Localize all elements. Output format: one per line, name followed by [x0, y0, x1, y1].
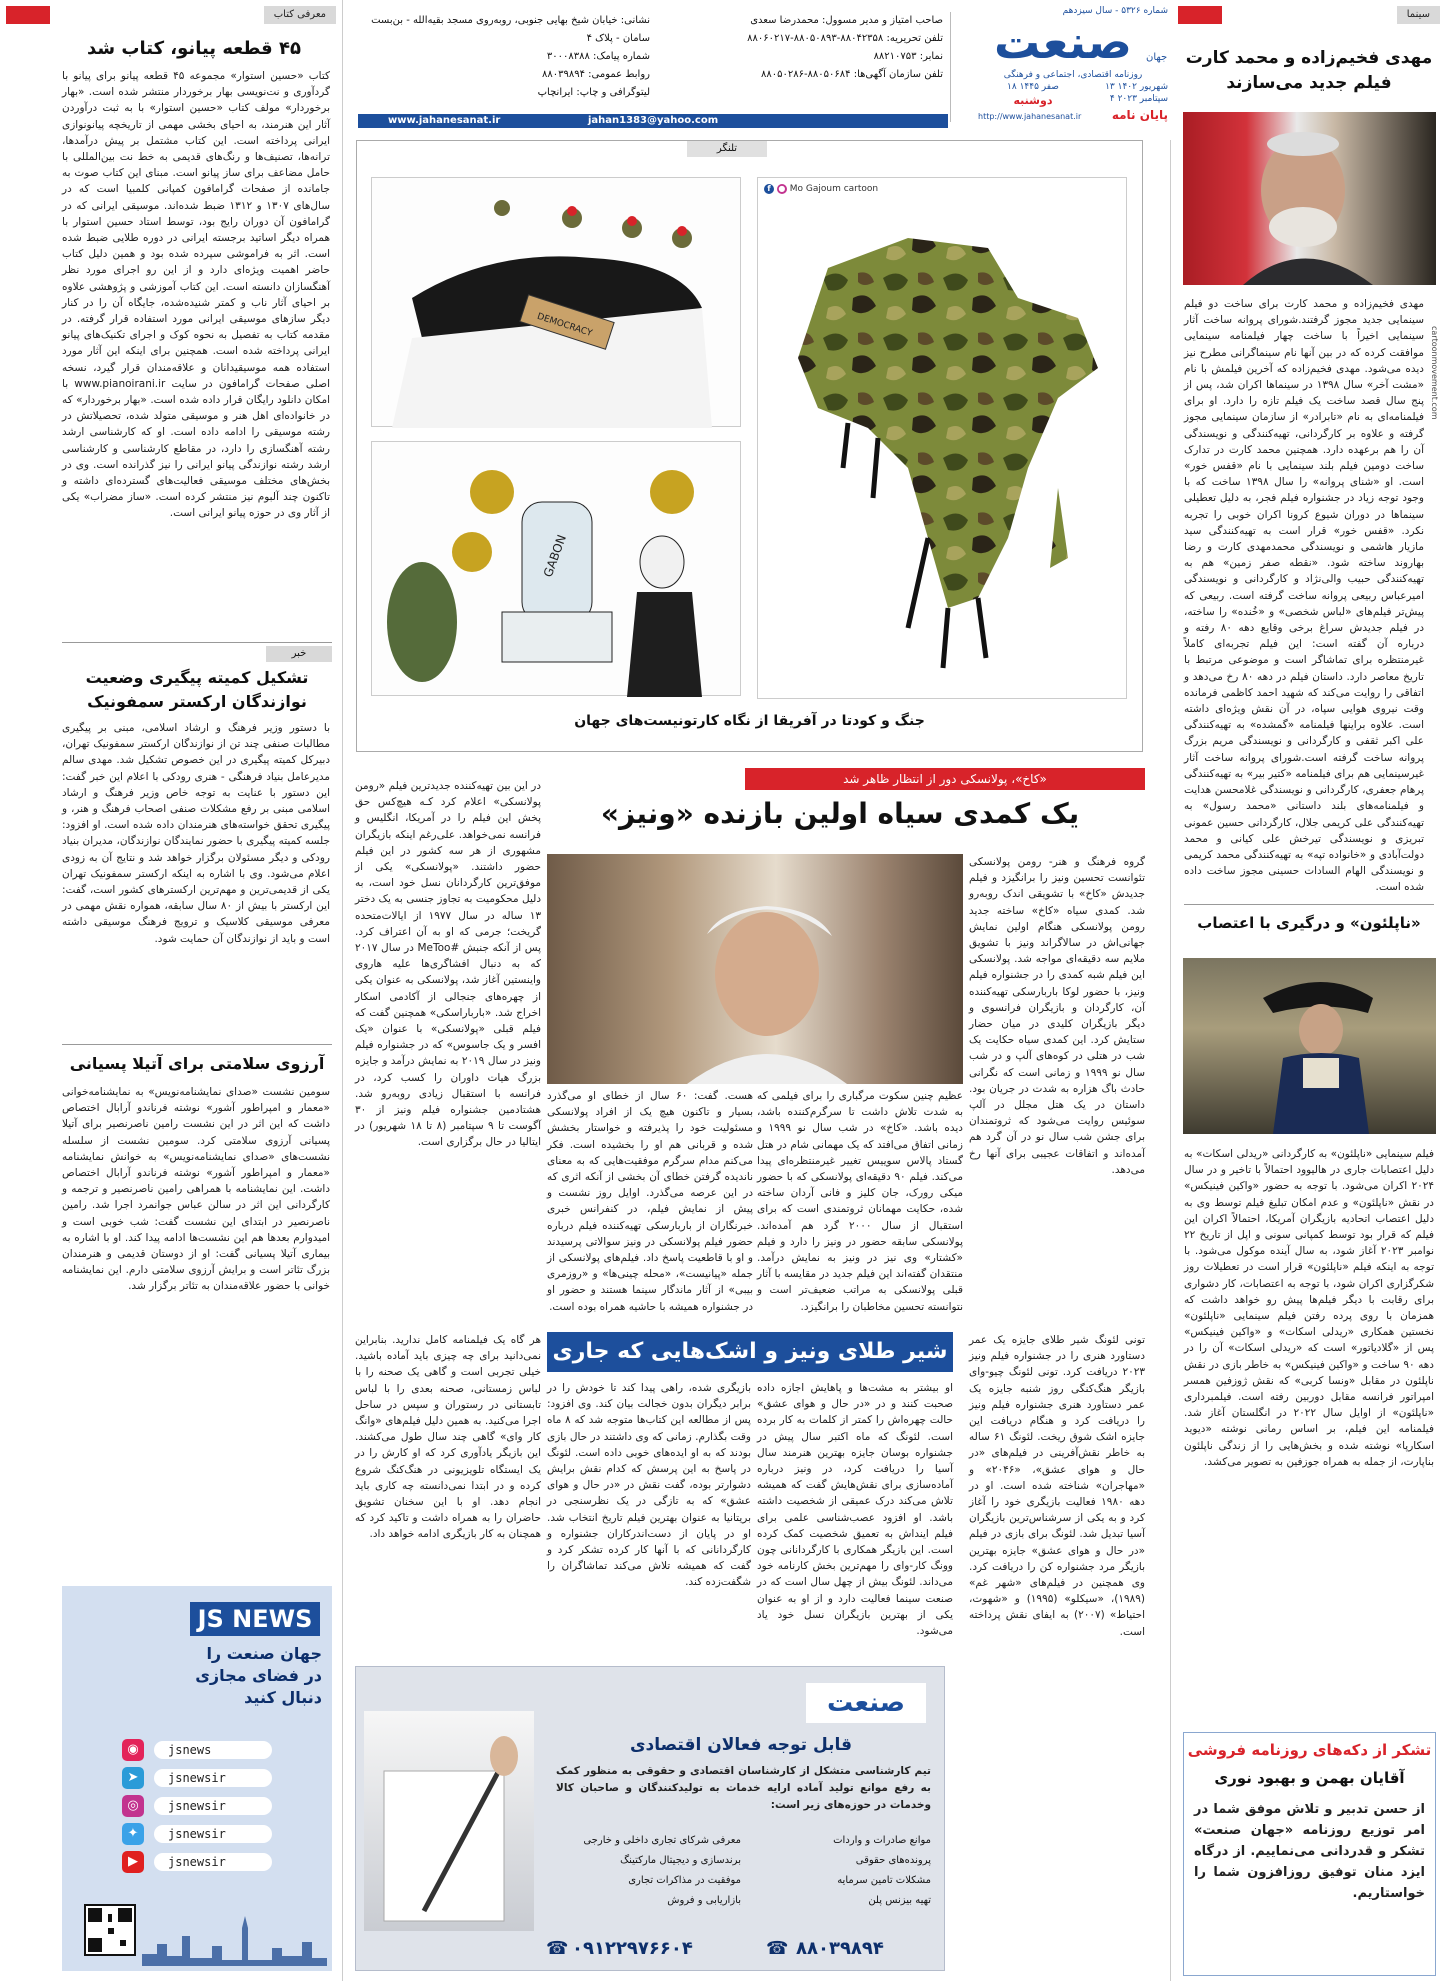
info-line: شماره پیامک: ۳۰۰۰۸۳۸۸ — [546, 51, 650, 62]
advert-services-right — [746, 1831, 931, 1911]
phone-icon: ☎ — [766, 1938, 789, 1959]
chair-label: GABON — [540, 532, 570, 580]
twitter-icon: ✦ — [122, 1823, 144, 1845]
advert-image — [364, 1711, 534, 1931]
advert-phone-1[interactable]: ۰۹۱۲۲۹۷۶۶۰۴ — [572, 1938, 693, 1959]
logo-block — [958, 6, 1168, 126]
venice-col1: تونی لئونگ شیر طلای جایزه یک عمر دستاورد هنری را در جشنواره فیلم ونیز ۲۰۲۳ دریافت کرد. تونی لئونگ چیو-وای بازیگر هنگ‌کنگی روز شنبه جایزه یک عمر دستاورد هنری جشنواره فیلم ونیز را دریافت کرد و هنگام دریافت این جایزه اشک شوق ریخت. لئونگ ۶۱ ساله به خاطر نقش‌آفرینی در فیلم‌های «در حال و هوای عشق»، «۲۰۴۶» و «مهاجران» شناخته شده است. او در دهه ۱۹۸۰ فعالیت بازیگری خود را آغاز کرد و به یکی از سرشناس‌ترین بازیگران آسیا تبدیل شد. لئونگ برای بازی در فیلم «در حال و هوای عشق» جایزه بهترین بازیگر مرد جشنواره کن را دریافت کرد. وی همچنین در فیلم‌های «شهر غم» (۱۹۸۹)، «سیکلو» (۱۹۹۵) و «شهوت، احتیاط» (۲۰۰۷) به ایفای نقش پرداخته است. — [969, 1334, 1145, 1638]
left-column — [6, 6, 336, 1976]
jsnews-line3: دنبال کنید — [244, 1688, 322, 1707]
section-tag-marker — [1178, 6, 1222, 24]
main-article — [355, 768, 1145, 1328]
phone-icon: ☎ — [546, 1938, 569, 1959]
book-body: کتاب «حسین استوار» مجموعه ۴۵ قطعه پیانو برای پیانو با گردآوری و نت‌نویسی بهار برخوردار منتشر شده است. «بهار برخوردار» مولف کتاب «حسین استوار» با به ثبت درآوردن آثار این هنرمند، به احیای بخشی مهمی از تاریخچه پیانونوازی ایرانی پرداخته است. این کتاب مشتمل بر پیش درآمدها، ترانه‌ها، تصنیف‌ها و رنگ‌های قدیمی به خط نت بین‌المللی با حامل مضاعف برای ساز پیانو است. مبنای این کتاب صوت به جامانده از صفحات گرامافون کمپانی کلمبیا است که در سال‌های ۱۳۰۷ و ۱۳۱۲ ضبط شده‌اند. موسیقی ایرانی که در گرامافون آن دوران رایج بود، توسط استاد حسین استوار با همراه دیگر اساتید برجسته ایرانی در دوره طلایی ضبط شده است. اثر به فراموشی سپرده شده بود و همین دلیل کتاب حاضر اهمیت ویژه‌ای دارد و از این رو اجرای مورد نظر آهنگسازان دانسته است. این کتاب آموزشی و پژوهشی علاوه بر احیای آثار ناب و کمتر شنیده‌شده، جایگاه آن را در کنار دیگر سازهای موسیقی ایرانی مورد استفاده قرار گرفته. در مقدمه کتاب به تفصیل به نحوه کوک و اجرای تکنیک‌های پیانو ایرانی پرداخته شده است. همچنین برای اینکه این آثار مورد استفاده همه موسیقیدانان و علاقه‌مندان قرار گیرد، نسخه اصلی صفحات گرامافون در سایت www.pianoirani.ir با امکان دانلود رایگان قرار داده شده است. «بهار برخوردار» که در خانواده‌ای اهل هنر و موسیقی متولد شده، تحصیلاتش در رشته موسیقی را ادامه داده است. او که کارشناسی ارشد رشته آهنگسازی را دارد، در مقاطع کارشناسی و کارشناسی ارشد رشته نوازندگی پیانو ایرانی را نیز گذرانده است. وی در بخش‌های مختلف موسیقی فعالیت‌های گسترده‌ای داشته و تاکنون چند آلبوم نیز منتشر کرده است. «ساز مضراب» یکی از آثار وی در حوزه پیانو ایرانی است. — [62, 70, 330, 520]
cartoon-caption: جنگ و کودتا در آفریقا از نگاه کارتونیست‌های جهان — [574, 713, 925, 729]
cartoon-section — [356, 140, 1143, 752]
website-bar-text[interactable]: www.jahanesanat.ir — [388, 115, 501, 126]
info-line: روابط عمومی: ۸۸۰۳۹۸۹۴ — [541, 69, 650, 80]
issue-line: شماره ۵۳۲۶ - سال سیزدهم — [1062, 6, 1168, 16]
email-bar-text[interactable]: jahan1383@yahoo.com — [588, 115, 719, 126]
jsnews-brand: JS NEWS — [197, 1605, 313, 1633]
info-line: نمابر: ۸۸۲۱۰۷۵۳ — [873, 51, 943, 62]
atila-headline: آرزوی سلامتی برای آتیلا پسیانی — [69, 1054, 325, 1073]
advert-phone-2[interactable]: ۸۸۰۳۹۸۹۴ — [796, 1938, 884, 1959]
section-tag-marker — [6, 6, 50, 24]
service-item: موانع صادرات و واردات — [833, 1835, 931, 1846]
telegram-icon: ➤ — [122, 1767, 144, 1789]
napoleon-headline: «ناپلئون» و درگیری با اعتصاب — [1197, 914, 1421, 932]
social-handle: jsnews — [154, 1741, 272, 1759]
social-handle: jsnewsir — [154, 1825, 272, 1843]
web-bar — [358, 114, 948, 128]
weekday: دوشنبه — [1013, 94, 1053, 107]
article-col4: در این بین تهیه‌کننده جدیدترین فیلم «رومن پولانسکی» اعلام کرد کـه هیچ‌کس حق پخش این فیلم را در آمریکا، انگلیس و فرانسه نمی‌خواهد. علی‌رغم اینکه بازیگران مشهوری از هر سه کشور در این فیلم حضور داشتند. «پولانسکی» یکی از موفق‌ترین کارگردانان نسل خود است، به دلیل محکومیت به تجاوز جنسی به یک دختر ۱۳ ساله در سال ۱۹۷۷ از ایالات‌متحده گریخت؛ جرمی که او به آن اعتراف کرد. پس از آنکه جنبش #MeToo در سال ۲۰۱۷ که به دنبال افشاگری‌ها علیه هاروی واینستین آغاز شد، پولانسکی به عنوان یکی از چهره‌های جنجالی از آکادمی اسکار اخراج شد. «بارباراسکی» همچنین گفت که فیلم قبلی «پولانسکی» با عنوان «یک افسر و یک جاسوس» که در جشنواره فیلم ونیز در سال ۲۰۱۹ به نمایش درآمد و جایزه بزرگ هیات داوران را کسب کرد، در فرانسه با استقبال زیادی روبه‌رو شد. هشتادمین جشنواره فیلم ونیز از ۳۰ آگوست تا ۹ سپتامبر (۸ تا ۱۸ شهریور) در ایتالیا در حال برگزاری است. — [355, 780, 541, 1149]
article-headline: یک کمدی سیاه اولین بازنده «ونیز» — [600, 797, 1080, 830]
info-line: صاحب امتیاز و مدیر مسوول: محمدرضا سعدی — [750, 15, 943, 26]
facebook-icon: f — [764, 184, 774, 194]
thanks-body: از حسن تدبیر و تلاش موفق شما در امر توزیع روزنامه «جهان صنعت» تشکر و قدردانی می‌نماییم. از درگاه ایزد منان توفیق روزافزون شما را خواستاریم. — [1194, 1802, 1425, 1901]
venice-headline: شیر طلای ونیز و اشک‌هایی که جاری شد — [552, 1339, 948, 1396]
date-line3: ۴ سپتامبر ۲۰۲۳ — [1109, 94, 1168, 104]
logo-sub: جهان — [1146, 52, 1168, 63]
info-block-1 — [658, 12, 943, 112]
social-handle: jsnewsir — [154, 1853, 272, 1871]
cinema-headline: مهدی فخیم‌زاده و محمد کارت فیلم جدید می‌سازند — [1185, 48, 1433, 93]
social-row[interactable] — [102, 1820, 292, 1848]
advert-services-left — [551, 1831, 741, 1911]
portrait-photo-fakhimzadeh — [1183, 112, 1436, 285]
info-line: لیتوگرافی و چاپ: ایرانچاپ — [537, 87, 650, 98]
service-item: برندسازی و دیجیتال مارکتینگ — [620, 1855, 741, 1866]
instagram-icon: ◎ — [122, 1795, 144, 1817]
polanski-photo — [547, 854, 963, 1084]
social-row[interactable] — [102, 1792, 292, 1820]
committee-body: با دستور وزیر فرهنگ و ارشاد اسلامی، مبنی بر پیگیری مطالبات صنفی چند تن از نوازندگان ارکستر سمفونیک تهران، دبیرکل کمیته پیگیری در این خصوص تشکیل شد. مهدی سالم مدیرعامل بنیاد فرهنگی - هنری رودکی با اعلام این خبر گفت: این دستور با عنایت به توجه خاص وزیر فرهنگ و ارشاد اسلامی مبنی بر رفع مشکلات صنفی اصحاب فرهنگ و هنر، و پیگیری تحقق خواسته‌های هنرمندان داده شده است. او افزود: جلسه کمیته پیگیری با حضور نمایندگان نوازندگان، مدیران بنیاد رودکی و دیگر مسئولان برگزار خواهد شد و نتایج آن به زودی اعلام می‌شود. وی با اشاره به اینکه ارکستر سمفونیک تهران یکی از قدیمی‌ترین و مهم‌ترین ارکسترهای کشور است، گفت: این ارکستر با بیش از ۸۰ سال سابقه، همواره نقش مهمی در معرفی موسیقی کلاسیک و ترویج فرهنگ موسیقی داشته است و باید از نوازندگان آن حمایت شود. — [62, 722, 330, 945]
info-line: تلفن تحریریه: ۸۸۰۴۲۳۵۸-۸۸۰۵۰۸۹۳-۸۸۰۶۰۲۱۷ — [747, 33, 943, 44]
city-skyline-icon — [142, 1916, 327, 1966]
instagram-icon: ● — [778, 184, 786, 193]
venice-article — [355, 1332, 1145, 1662]
service-item: تهیه بیزنس پلن — [868, 1895, 931, 1906]
info-line: نشانی: خیابان شیخ بهایی جنوبی، روبه‌روی مسجد بقیه‌الله - بن‌بست سامان - پلاک ۴ — [371, 15, 650, 44]
thanks-box — [1183, 1732, 1436, 1976]
venice-col3: بازیگری شده، راهی پیدا کند تا خودش را در برابر دیگران بدون خجالت بیان کند. وی افزود: پس از مطالعه این کتاب‌ها متوجه شد که ۸ ماه وقت بگذارم. زمانی که وی داشتند در حال بازی بودند که به او ایده‌های خوبی داده است. لئونگ در پاسخ به این پرسش که کدام نقش برایش دشوارتر بوده، گفت نقش در «در حال و هوای عشق» که به تازگی در یک نظرسنجی در بریتانیا به عنوان بهترین فیلم تاریخ انتخاب شد. او در پایان از دست‌اندرکاران جشنواره و کارگردانانی که با آنها کار کرده تشکر کرد و گفت که همیشه تلاش می‌کند تماشاگران را شگفت‌زده کند. — [547, 1382, 751, 1589]
gabon-cartoon — [371, 441, 741, 696]
venice-col2: او بیشتر به مشت‌ها و پاهایش اجازه داده صحبت کنند و در «در حال و هوای عشق» حالت چهره‌اش را کمتر از کلمات به کار برده است. لئونگ که ماه اکتبر سال پیش در جشنواره بوسان جایزه بهترین هنرمند سال آسیا را دریافت کرد، در ونیز درباره آماده‌سازی برای نقش‌هایش گفت که همیشه تلاش می‌کند درک عمیقی از شخصیت داشته باشد. او افزود عصب‌شناسی علمی برای فیلم اینداش به تعمیق شخصیت کمک کرده است. این بازیگر همکاری با کارگردانانی چون وونگ کار-وای را مهم‌ترین بخش کارنامه خود می‌داند. لئونگ بیش از چهل سال است که در صنعت سینما فعالیت دارد و از او به عنوان یکی از بهترین بازیگران نسل خود یاد می‌شود. — [757, 1382, 953, 1638]
coffin-label: DEMOCRACY — [535, 311, 594, 339]
info-block-2 — [358, 12, 650, 112]
africa-map-icon — [758, 208, 1128, 688]
napoleon-body: فیلم سینمایی «ناپلئون» به کارگردانی «ریدلی اسکات» به دلیل اعتصابات جاری در هالیوود احتمالاً با تاخیر و در سال ۲۰۲۴ اکران می‌شود. با توجه به حضور «واکین فینیکس» در نقش «ناپلئون» و عدم امکان تبلیغ فیلم توسط وی به دلیل اعتصاب اتحادیه بازیگران آمریکا، احتمالاً اکران این فیلم که قرار بود توسط کمپانی سونی و اپل از تاریخ ۲۲ نوامبر ۲۰۲۳ آغاز شود، به سال آینده موکول می‌شود. با توجه به اینکه فیلم «ناپلئون» قرار است در تعطیلات روز شکرگزاری اکران شود، با توجه به اعتصابات، کار دشواری برای رقابت با دیگر فیلم‌ها پیش رو خواهد داشت که همزمان با روی پرده رفتن فیلم سینمایی «ناپلئون» نخستین همکاری «ریدلی اسکات» و «واکین فینیکس» پس از «گلادیاتور» است که «ریدلی اسکات» آن را در دهه ۹۰ ساخت و «واکین فینیکس» به خاطر بازی در نقش ناپلئون در مقابل «ونسا کربی» که نقش ژوزفین همسر امپراتور فرانسه مقابل دوربین رفته است. فیلمبرداری «ناپلئون» از اوایل سال ۲۰۲۲ در انگلستان آغاز شد. فیلمنامه این فیلم، بر اساس رمانی نوشته «دیوید اسکارپا» نوشته شده و بخش‌هایی را از زندگی ناپلئون بناپارت، از جمله به همراه جوزفین به تصویر می‌کشد. — [1184, 1148, 1434, 1468]
article-col2: عظیم چنین سکوت مرگباری را برای فیلمی که به شدت تلاش داشت تا سرگرم‌کننده باشد، دیده باشد. «کاخ» در شب سال نو ۱۹۹۹ و زمانی اتفاق می‌افتد که یک مهمانی شام در هتل گستاد پالاس سوییس تغییر غیرمنتظره‌ای پیدا می‌کند. فیلم ۹۰ دقیقه‌ای پولانسکی که با حضور میکی رورک، جان کلیز و فانی آردان ساخته شده، حکایت مهمانان ثروتمندی است که برای استقبال از سال ۲۰۰۰ گرد هم آمده‌اند. پولانسکی سابقه حضور در ونیز را دارد و فیلم «کشتار» وی نیز در ونیز به نمایش درآمد. منتقدان گفته‌اند این فیلم جدید در مقایسه با آثار قبلی پولانسکی به مراتب ضعیف‌تر است و نتوانسته تحسین مخاطبان را برانگیزد. — [757, 1090, 963, 1313]
social-row[interactable] — [102, 1736, 292, 1764]
cartoon-tag: تلنگر — [687, 141, 767, 157]
social-handle: jsnewsir — [154, 1769, 272, 1787]
social-row[interactable] — [102, 1848, 292, 1876]
website-url: http://www.jahanesanat.ir — [978, 112, 1082, 121]
masthead-subtitle: روزنامه اقتصادی، اجتماعی و فرهنگی — [1003, 70, 1143, 80]
venice-col4: هر گاه یک فیلمنامه کامل ندارید. بنابراین نمی‌دانید برای چه چیزی باید آماده باشید. خیلی تجربی است و گاهی یک صحنه را با لباس زمستانی، صحنه بعدی را با لباس تابستانی در رستوران و سپس در ساحل اجرا می‌کنید. به همین دلیل فیلم‌های «وانگ کار وای» گاهی چند سال طول می‌کشند. این بازیگر یادآوری کرد که او کارش را در یک ایستگاه تلویزیونی در هنگ‌کنگ شروع کرده و در ابتدا نمی‌دانسته چه کاری باید انجام دهد. او با این سخنان تشویق حاضران را به همراه داشت و تاکید کرد که همچنان به کار بازیگری ادامه خواهد داد. — [355, 1334, 541, 1541]
article-kicker: «کاخ»، پولانسکی دور از انتظار ظاهر شد — [745, 768, 1145, 790]
service-item: موفقیت در مذاکرات تجاری — [628, 1875, 741, 1886]
cartoon-source-label: Mo Gajoum cartoon — [789, 184, 879, 194]
youtube-icon: ▶ — [122, 1851, 144, 1873]
jsnews-promo — [62, 1586, 332, 1971]
article-col1: گروه فرهنگ و هنر- رومن پولانسکی تئوانست تحسین ونیز را برانگیزد و فیلم جدیدش «کاخ» با تشویقی اندک روبه‌رو شد. کمدی سیاه «کاخ» ساخته جدید رومن پولانسکی هنگام اولین نمایش جهانی‌اش در سالاگراند ونیز با تشویق ملایم سه دقیقه‌ای مواجه شد. پولانسکی این فیلم شبه کمدی را در جشنواره فیلم ونیز، با حضور لوکا باربارسکی تهیه‌کننده آن، کارگردان و بازیگران فرانسوی و دیگر بازیگران کلیدی در میان حضار ستایش کرد. این کمدی سیاه حکایت یک شب در هتلی در کوه‌های آلپ و در شب سال نو ۱۹۹۹ و زمانی است که نگرانی حادث باگ هزاره به شدت در جریان بود. داستان در یک هتل مجلل در آلپ سوئیس روایت می‌شود که ثروتمندان برای جشن شب سال نو در آن گرد هم آمده‌اند و اتفاقات عجیبی برای آنها رخ می‌دهد. — [969, 856, 1145, 1176]
aparat-icon: ◉ — [122, 1739, 144, 1761]
section-tag-book: معرفی کتاب — [264, 6, 336, 24]
committee-headline: تشکیل کمیته پیگیری وضعیت نوازندگان ارکستر سمفونیک — [85, 668, 309, 711]
thanks-name: آقایان بهمن و بهبود نوری — [1214, 1769, 1405, 1787]
masthead — [358, 6, 1168, 132]
jsnews-brand-box — [190, 1602, 320, 1636]
service-item: معرفی شرکای تجاری داخلی و خارجی — [583, 1835, 741, 1846]
napoleon-photo — [1183, 958, 1436, 1134]
side-credit: cartoonmovement.com — [1430, 326, 1439, 420]
cinema-body: مهدی فخیم‌زاده و محمد کارت برای ساخت دو فیلم سینمایی جدید مجوز گرفتند.شورای پروانه ساخت آثار سینمایی اخیراً با ساخت چهار فیلمنامه سینمایی موافقت کرده که در بین آنها نام سینماگرانی مطرح نیز دیده می‌شود. مهدی فخیم‌زاده که آخرین فیلمش با نام «مشت آخر» سال ۱۳۹۸ در سینماها اکران شد، پس از پنج سال قصد ساخت یک فیلم تازه را دارد. او برای فیلمنامه‌ای به نام «تابرادر» از سازمان سینمایی مجوز گرفته و علاوه بر کارگردانی، تهیه‌کنندگی و نویسندگی آن را هم برعهده دارد. همچنین محمد کارت در تدارک ساخت دومین فیلم بلند سینمایی با نام «قفس خور» است. او «شنای پروانه» را سال ۱۳۹۸ ساخت که با وجود توجه زیاد در جشنواره فیلم فجر، به دلیل تعطیلی سینماها در دوران شیوع کرونا اکران خوبی را تجربه نکرد. «قفس خور» قرار است به تهیه‌کنندگی سید مازیار هاشمی و نویسندگی محمدمهدی کارت و رضا بهاروند ساخته شود. «نقطه صفر زمین» هم به تهیه‌کنندگی حبیب والی‌نژاد و کارگردانی و نویسندگی امیرعباس ربیعی پروانه ساخت گرفته است. ربیعی که پیش‌تر فیلم‌های «لباس شخصی» و «خُنده» را ساخته، در فیلم جدیدش سراغ برخی وقایع دهه ۸۰ رفته و درباره آن گفته است: این فیلم تجربه‌ای کاملاً غیرمنتظره برای تماشاگر است و موضوعی مرتبط با تاریخ معاصر دارد. داستان فیلم در دهه ۸۰ رخ می‌دهد و اتفاقی را روایت می‌کند که شهید احمد کاظمی فرمانده وقت نیروی هوایی سپاه، در آن نقش ویژه‌ای داشته است. علاوه براینها فیلمنامه «گمشده» به تهیه‌کنندگی علی اکبر ثقفی و کارگردانی و نویسندگی مریم بزرگ پروانه ساخت گرفته است.شورای پروانه ساخت آثار غیرسینمایی هم برای فیلمنامه «کتیر بیر» به تهیه‌کنندگی پرهام جعفری، کارگردانی و نویسندگی غلامحسن هدایت و فیلمنامه‌های بلند داستانی «محمد رسول» به تهیه‌کنندگی علی کریمی جلال، کارگردانی حسین عمونی تبریزی و نویسندگی تیرخش علی کیانی و محمد دولت‌آبادی و «خانواده تپه» به تهیه‌کنندگی محمد کریمی و نویسندگی الهام السادات حسینی مجوز ساخت داده شده است. — [1184, 298, 1425, 894]
advert-body: تیم کارشناسی متشکل از کارشناسان اقتصادی و حقوقی به منظور کمک به رفع موانع تولید آماده ارایه خدمات به تولیدکنندگان و صاحبان کالا وخدمات در حوزه‌های زیر است: — [556, 1765, 931, 1811]
social-list — [102, 1736, 292, 1876]
thanks-title: تشکر از دکه‌های روزنامه فروشی — [1187, 1741, 1432, 1759]
section-tag-cinema: سینما — [1397, 6, 1440, 24]
qr-code-icon[interactable] — [84, 1904, 136, 1956]
service-item: بازاریابی و فروش — [667, 1895, 741, 1906]
advert-logo: صنعت — [806, 1683, 926, 1723]
social-handle: jsnewsir — [154, 1797, 272, 1815]
advert-box — [355, 1666, 945, 1971]
atila-body: سومین نشست «صدای نمایشنامه‌نویس» به نمایشنامه‌خوانی «معمار و امپراطور آشور» نوشته فرناندو آرابال اختصاص داشت که این اثر در این نشست رامین ناصرنصیر برای آتیلا پسیانی آرزوی سلامتی کرد. سومین نشست از سلسله نشست‌های «صدای نمایشنامه‌نویس» به خوانش نمایشنامه «معمار و امپراطور آشور» نوشته فرناندو آرابال اختصاص داشت. این نمایشنامه با همراهی رامین ناصرنصیر و ترجمه و کارگردانی این اثر در سالن عباس جوانمرد اجرا شد. رامین ناصرنصیر در ابتدای این نشست گفت: شب خوبی است و امیدوارم بعدها هم این نشست‌ها ادامه پیدا کند. او با اشاره به بیماری آتیلا پسیانی گفت: او از دوستان قدیمی و هنرمندان بزرگ تئاتر است و برایش آرزوی سلامتی دارم. این نمایشنامه خوانی با حضور علاقه‌مندان به تئاتر برگزار شد. — [62, 1086, 330, 1293]
date-line2: ۱۸ صفر ۱۴۴۵ — [1007, 82, 1059, 92]
africa-cartoon — [757, 177, 1127, 699]
info-line: تلفن سازمان آگهی‌ها: ۸۸۰۵۰۶۸۴-۸۸۰۵۰۲۸۶ — [760, 69, 943, 80]
democracy-cartoon — [371, 177, 741, 427]
article-col3: هست. گفت: ۶۰ سال از خطای او می‌گذرد بسیار و تاکنون هیچ یک از افراد پولانسکی مسئولیت خود را پذیرفته و خواستار بخشش شده و قربانی هم او را بخشیده است. فکر می‌کنم مدام سرگرم موفقیت‌هایی که به معنای ناندیده گرفتن خطای آن بخشی از آنکه اثری که در این عرصه می‌گذرد. اوایل روز نشست و پیش از نمایش فیلم، در کنفرانس خبری خبرنگاران از باربارسکی تهیه‌کننده فیلم درباره حضور فیلم پولانسکی در ونیز سوالاتی پرسیدند و او با قاطعیت پاسخ داد. فیلم‌های پولانسکی از جمله «پیانیست»، «محله چینی‌ها» و «روزمری بیبی» از آثار ماندگار سینما هستند و حضور او در جشنواره همیشه با حاشیه همراه بوده است. — [547, 1090, 753, 1313]
social-row[interactable] — [102, 1764, 292, 1792]
service-item: پرونده‌های حقوقی — [855, 1855, 931, 1866]
advert-title: قابل توجه فعالان اقتصادی — [629, 1735, 853, 1755]
date-line1: ۱۳ شهریور ۱۴۰۲ — [1105, 82, 1168, 92]
footer-red: پایان نامه — [1111, 108, 1168, 122]
venice-headline-box — [547, 1332, 953, 1396]
jsnews-line1: جهان صنعت را — [206, 1644, 322, 1663]
advert-phone-bar — [546, 1935, 938, 1963]
cartoon-source — [764, 184, 964, 194]
right-column — [1178, 6, 1440, 1976]
committee-tag: خبر — [266, 646, 332, 662]
book-headline: ۴۵ قطعه پیانو، کتاب شد — [87, 38, 301, 59]
jsnews-line2: در فضای مجازی — [195, 1666, 322, 1685]
service-item: مشکلات تامین سرمایه — [837, 1875, 931, 1886]
logo-text: صنعت — [994, 15, 1132, 69]
